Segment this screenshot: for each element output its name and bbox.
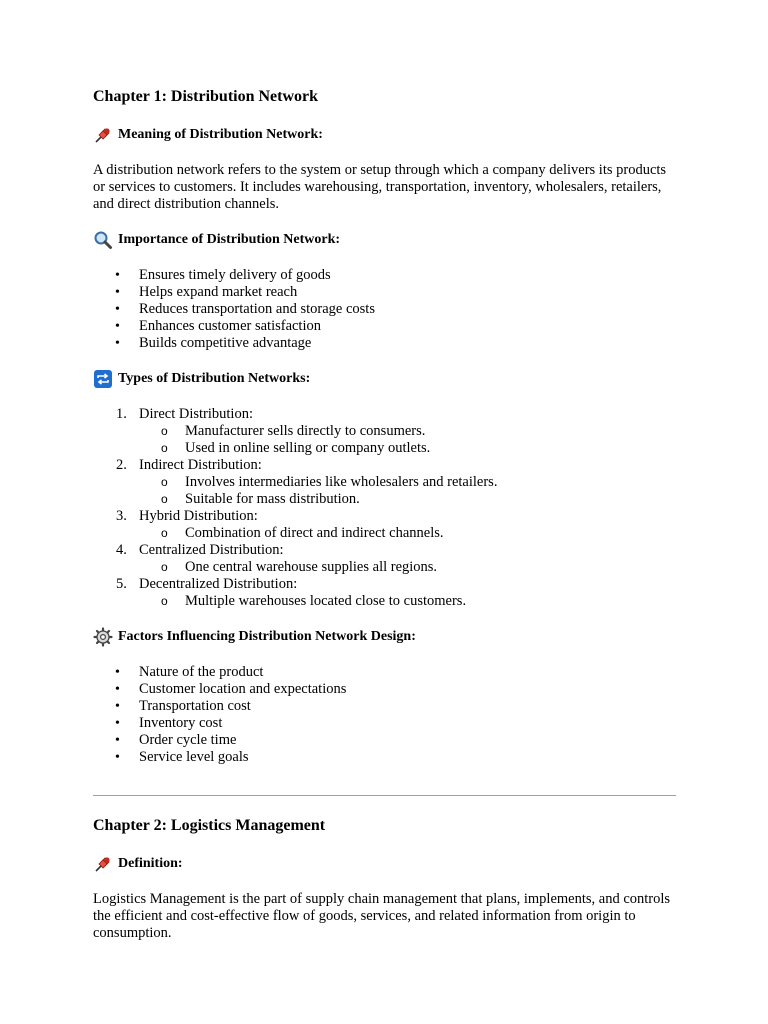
sub-list xyxy=(139,525,676,542)
list-item: • Reduces transportation and storage costs xyxy=(139,301,676,318)
type-label: Hybrid Distribution: xyxy=(139,508,258,524)
list-item: • Helps expand market reach xyxy=(139,284,676,301)
factors-heading xyxy=(93,627,676,647)
type-label: Centralized Distribution: xyxy=(139,542,284,558)
chapter-2-title: Chapter 2: Logistics Management xyxy=(93,817,326,834)
sub-list xyxy=(139,593,676,610)
pushpin-icon xyxy=(93,125,113,145)
list-item xyxy=(116,576,676,610)
list-item: • Service level goals xyxy=(139,749,676,766)
definition-heading-text: Definition: xyxy=(118,856,183,871)
pushpin-icon xyxy=(93,854,113,874)
sub-list-item: o Involves intermediaries like wholesalers and retailers. xyxy=(185,474,676,491)
types-heading xyxy=(93,369,676,389)
list-item: • Transportation cost xyxy=(139,698,676,715)
list-number: 4. xyxy=(116,542,127,558)
list-item xyxy=(116,542,676,576)
list-item: • Inventory cost xyxy=(139,715,676,732)
list-number: 3. xyxy=(116,508,127,524)
sub-list xyxy=(139,559,676,576)
repeat-icon xyxy=(93,369,113,389)
meaning-heading xyxy=(93,125,676,145)
list-item: • Builds competitive advantage xyxy=(139,335,676,352)
list-item: • Enhances customer satisfaction xyxy=(139,318,676,335)
sub-list xyxy=(139,423,676,457)
sub-list-item: o Manufacturer sells directly to consumers. xyxy=(185,423,676,440)
definition-heading xyxy=(93,854,676,874)
list-item xyxy=(116,406,676,457)
factors-heading-text: Factors Influencing Distribution Network Design: xyxy=(118,629,416,644)
list-item: • Ensures timely delivery of goods xyxy=(139,267,676,284)
types-heading-text: Types of Distribution Networks: xyxy=(118,371,311,386)
sub-list xyxy=(139,474,676,508)
factors-list xyxy=(93,664,676,766)
list-number: 5. xyxy=(116,576,127,592)
sub-list-item: o Suitable for mass distribution. xyxy=(185,491,676,508)
meaning-paragraph: A distribution network refers to the system or setup through which a company delivers its products or services to customers. It includes warehousing, transportation, inventory, wholesalers, retailers, and direct distribution channels. xyxy=(93,162,667,212)
sub-list-item: o Used in online selling or company outlets. xyxy=(185,440,676,457)
list-item xyxy=(116,508,676,542)
list-number: 1. xyxy=(116,406,127,422)
sub-list-item: o Multiple warehouses located close to customers. xyxy=(185,593,676,610)
section-divider xyxy=(93,795,676,796)
type-label: Indirect Distribution: xyxy=(139,457,262,473)
list-item: • Customer location and expectations xyxy=(139,681,676,698)
type-label: Direct Distribution: xyxy=(139,406,253,422)
importance-heading-text: Importance of Distribution Network: xyxy=(118,232,341,247)
types-list xyxy=(93,406,676,610)
definition-paragraph: Logistics Management is the part of supply chain management that plans, implements, and controls the efficient and cost-effective flow of goods, services, and related information from origin to consumption. xyxy=(93,891,671,941)
sub-list-item: o Combination of direct and indirect channels. xyxy=(185,525,676,542)
list-item: • Order cycle time xyxy=(139,732,676,749)
chapter-1-title: Chapter 1: Distribution Network xyxy=(93,88,319,105)
list-item: • Nature of the product xyxy=(139,664,676,681)
importance-heading xyxy=(93,230,676,250)
importance-list xyxy=(93,267,676,352)
meaning-heading-text: Meaning of Distribution Network: xyxy=(118,127,323,142)
sub-list-item: o One central warehouse supplies all regions. xyxy=(185,559,676,576)
magnifier-icon xyxy=(93,230,113,250)
list-item xyxy=(116,457,676,508)
type-label: Decentralized Distribution: xyxy=(139,576,298,592)
list-number: 2. xyxy=(116,457,127,473)
gear-icon xyxy=(93,627,113,647)
